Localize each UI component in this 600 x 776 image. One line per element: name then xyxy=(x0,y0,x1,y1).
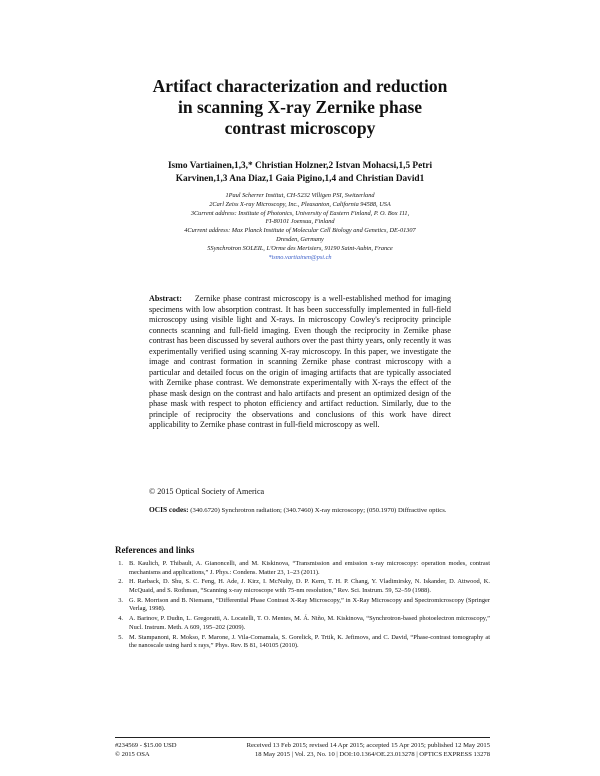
footer-divider xyxy=(115,737,490,738)
reference-number: 3. xyxy=(118,596,123,604)
reference-item xyxy=(115,634,490,651)
title-line: Artifact characterization and reduction xyxy=(152,76,448,96)
paper-title xyxy=(100,76,500,139)
reference-text: B. Kaulich, P. Thibault, A. Gianoncelli, and M. Kiskinova, “Transmission and emission x-ray microscopy: operation modes, contrast mechanisms and applications,” J. Phys.: Condens. Matter 23, 1–23 (2011). xyxy=(129,560,490,576)
abstract-text: Zernike phase contrast microscopy is a well-established method for imaging specimens with low absorption contrast. It has been successfully implemented in full-field microscopy using visible light and X-rays. In microscopy Cowley's reciprocity principle connects scanning and full-field imaging. Even though the reciprocity in Zernike phase contrast has been discussed by several authors over the past thirty years, only recently it was experimentally verified using scanning X-ray microscopy. In this paper, we investigate the image and contrast formation in scanning Zernike phase contrast microscopy with a particular and detailed focus on the origin of imaging artifacts that are typically associated with Zernike phase contrast. We demonstrate experimentally with X-rays the effect of the phase mask design on the contrast and halo artifacts and present an optimized design of the phase mask with respect to photon efficiency and artifact reduction. Similarly, due to the principle of reciprocity the observations and conclusions of this work have direct applicability to Zernike phase contrast in full-field microscopy as well. xyxy=(149,294,452,429)
author-line: Ismo Vartiainen,1,3,* Christian Holzner,2 Istvan Mohacsi,1,5 Petri xyxy=(167,161,433,171)
reference-item xyxy=(115,615,490,632)
reference-text: A. Barinov, P. Dudin, L. Gregoratti, A. Locatelli, T. O. Mentes, M. Á. Niño, M. Kiskinova, “Synchrotron-based photoelectron microscopy,” Nucl. Instrum. Meth. A 609, 195–202 (2009). xyxy=(129,615,490,631)
abstract-label: Abstract: xyxy=(149,294,182,303)
reference-text: H. Rarback, D. Shu, S. C. Feng, H. Ade, J. Kirz, I. McNulty, D. P. Kern, T. H. P. Chang, Y. Vladimirsky, N. Iskander, D. Attwood, K. McQuaid, and S. Rothman, “Scanning x-ray microscope with 75-nm resolution,” Rev. Sci. Instrum. 59, 52–59 (1988). xyxy=(129,578,490,594)
reference-list xyxy=(115,560,490,652)
affiliation-line: 4Current address: Max Planck Institute of Molecular Cell Biology and Genetics, DE-01307 xyxy=(184,227,416,235)
osa-copyright: © 2015 OSA xyxy=(115,751,150,758)
affiliation-line: FI-80101 Joensuu, Finland xyxy=(265,218,335,226)
title-line: in scanning X-ray Zernike phase xyxy=(177,97,423,117)
affiliation-line: 2Carl Zeiss X-ray Microscopy, Inc., Pleasanton, California 94588, USA xyxy=(209,200,391,208)
author-line: Karvinen,1,3 Ana Diaz,1 Gaia Pigino,1,4 and Christian David1 xyxy=(175,173,425,184)
title-line: contrast microscopy xyxy=(224,118,376,138)
reference-item xyxy=(115,578,490,595)
reference-number: 4. xyxy=(118,615,123,623)
ocis-label: OCIS codes: xyxy=(149,505,189,514)
affiliation-line: Dresden, Germany xyxy=(276,235,324,243)
affiliations xyxy=(120,192,480,262)
reference-number: 1. xyxy=(118,560,123,567)
copyright-notice: © 2015 Optical Society of America xyxy=(149,487,265,496)
journal-citation: 18 May 2015 | Vol. 23, No. 10 | DOI:10.1364/OE.23.013278 | OPTICS EXPRESS 13278 xyxy=(254,751,490,758)
author-email-link[interactable]: *ismo.vartiainen@psi.ch xyxy=(268,253,332,261)
ocis-text: (340.6720) Synchrotron radiation; (340.7460) X-ray microscopy; (050.1970) Diffractive optics. xyxy=(190,507,447,514)
reference-text: M. Stampanoni, R. Mokso, F. Marone, J. Vila-Comamala, S. Gorelick, P. Trtik, K. Jefimovs, and C. David, “Phase-contrast tomography at the nanoscale using hard x rays,” Phys. Rev. B 81, 140105 (2010). xyxy=(129,633,490,650)
affiliation-line: 3Current address: Institute of Photonics, University of Eastern Finland, P. O. Box 111, xyxy=(190,209,410,217)
reference-item xyxy=(115,560,490,577)
affiliation-line: 1Paul Scherrer Institut, CH-5232 Villigen PSI, Switzerland xyxy=(225,192,375,199)
abstract xyxy=(149,294,451,431)
reference-text: G. R. Morrison and B. Niemann, “Differential Phase Contrast X-Ray Microscopy,” in X-Ray Microscopy and Spectromicroscopy (Springer Verlag, 1998). xyxy=(129,596,490,613)
references-heading: References and links xyxy=(115,545,195,555)
publication-history: Received 13 Feb 2015; revised 14 Apr 2015; accepted 15 Apr 2015; published 12 May 2015 xyxy=(246,742,490,749)
reference-number: 2. xyxy=(118,578,123,586)
article-price: #234569 - $15.00 USD xyxy=(115,742,177,749)
affiliation-line: 5Synchrotron SOLEIL, L'Orme des Merisiers, 91190 Saint-Aubin, France xyxy=(207,244,393,252)
author-list xyxy=(130,160,470,185)
ocis-codes xyxy=(149,505,451,515)
page-footer xyxy=(115,741,490,759)
reference-item xyxy=(115,597,490,614)
reference-number: 5. xyxy=(118,633,123,641)
